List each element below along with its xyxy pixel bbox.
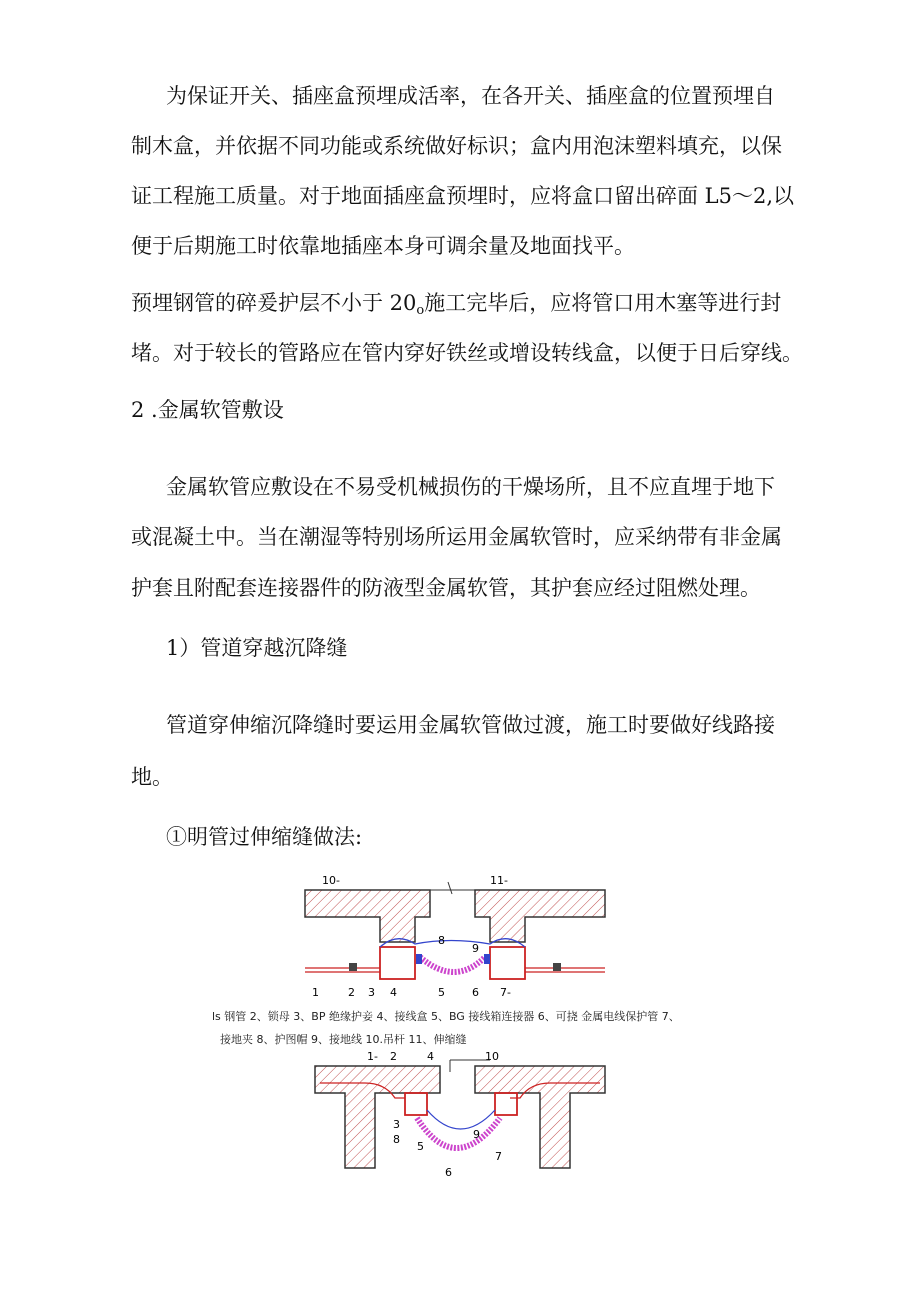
fig2-label-6: 6 xyxy=(445,1166,452,1179)
fig2-label-10: 10 xyxy=(485,1050,499,1063)
sub-heading-exposed-pipe: ①明管过伸缩缝做法: xyxy=(166,825,363,849)
right-junction-box xyxy=(490,947,525,979)
paragraph3-line1: 金属软管应敷设在不易受机械损伤的干燥场所，且不应直埋于地下 xyxy=(166,475,775,499)
fig1-label-2: 2 xyxy=(348,986,355,999)
fig2-label-9: 9 xyxy=(473,1128,480,1141)
fig1-label-10: 10- xyxy=(322,874,340,887)
left-slab xyxy=(305,890,430,942)
left-box-2 xyxy=(405,1093,427,1115)
paragraph1-line3: 证工程施工质量。对于地面插座盒预埋时，应将盒口留出碎面 L5～2,以 xyxy=(131,184,795,208)
paragraph4-line2: 地。 xyxy=(131,765,173,789)
fig1-label-7: 7- xyxy=(500,986,511,999)
fig1-label-4: 4 xyxy=(390,986,397,999)
paragraph4-line1: 管道穿伸缩沉降缝时要运用金属软管做过渡，施工时要做好线路接 xyxy=(166,713,775,737)
paragraph3-line3: 护套且附配套连接器件的防液型金属软管，其护套应经过阻燃处理。 xyxy=(131,576,761,600)
fig1-label-3: 3 xyxy=(368,986,375,999)
left-junction-box xyxy=(380,947,415,979)
paragraph2-line1-pre: 预埋钢管的碎爰护层不小于 20 xyxy=(131,291,417,315)
section-heading-2: 2 .金属软管敷设 xyxy=(131,398,284,422)
right-slab xyxy=(475,890,605,942)
fig1-label-9: 9 xyxy=(472,942,479,955)
fig2-label-5: 5 xyxy=(417,1140,424,1153)
ground-wire-2 xyxy=(427,1110,495,1129)
fig1-label-6: 6 xyxy=(472,986,479,999)
fig1-label-11: 11- xyxy=(490,874,508,887)
fig1-label-8: 8 xyxy=(438,934,445,947)
fig2-label-4: 4 xyxy=(427,1050,434,1063)
figure-caption-line2: 接地夹 8、护图帽 9、接地线 10.吊杆 11、伸缩缝 xyxy=(220,1033,467,1046)
sub-heading-settlement-joint: 1）管道穿越沉降缝 xyxy=(166,636,348,660)
fig2-label-8: 8 xyxy=(393,1133,400,1146)
flexible-conduit xyxy=(420,957,485,972)
flexible-conduit-2 xyxy=(417,1118,500,1148)
fig2-label-1: 1- xyxy=(367,1050,378,1063)
figure-caption-line1: ls 钢管 2、锁母 3、BP 绝缘护妾 4、接线盒 5、BG 接线箱连接器 6、可挠 金属电线保护管 7、 xyxy=(212,1010,680,1023)
right-box-2 xyxy=(495,1093,517,1115)
figure-exposed-pipe-diagram xyxy=(300,872,610,1007)
paragraph1-line1: 为保证开关、插座盒预埋成活率，在各开关、插座盒的位置预埋自 xyxy=(166,84,775,108)
paragraph1-line4: 便于后期施工时依靠地插座本身可调余量及地面找平。 xyxy=(131,234,635,258)
fig2-label-7: 7 xyxy=(495,1150,502,1163)
fig1-label-5: 5 xyxy=(438,986,445,999)
paragraph1-line2: 制木盒，并依据不同功能或系统做好标识；盒内用泡沫塑料填充，以保 xyxy=(131,134,782,158)
paragraph2-line1-sub: o xyxy=(416,303,425,318)
fig1-label-1: 1 xyxy=(312,986,319,999)
paragraph2-line1 xyxy=(131,291,781,323)
figure-conduit-drop-diagram xyxy=(305,1048,615,1183)
paragraph2-line2: 堵。对于较长的管路应在管内穿好铁丝或增设转线盒，以便于日后穿线。 xyxy=(131,341,803,365)
fig2-label-3: 3 xyxy=(393,1118,400,1131)
paragraph3-line2: 或混凝土中。当在潮湿等特别场所运用金属软管时，应采纳带有非金属 xyxy=(131,525,782,549)
paragraph2-line1-post: 施工完毕后，应将管口用木塞等进行封 xyxy=(424,291,782,315)
fig2-label-2: 2 xyxy=(390,1050,397,1063)
